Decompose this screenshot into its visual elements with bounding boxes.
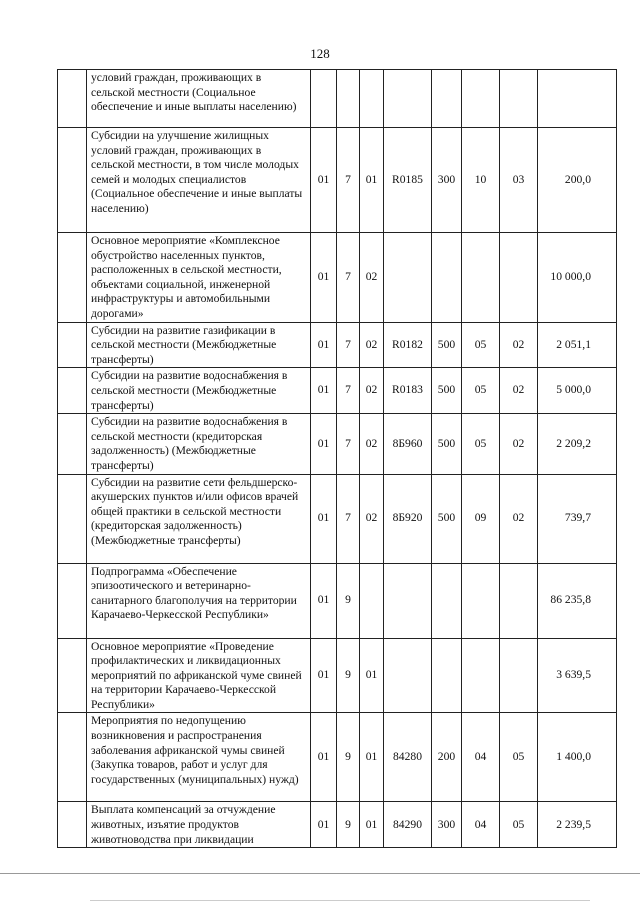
table-row	[58, 414, 617, 474]
amount-cell: 2 239,5	[538, 802, 617, 848]
code-cell-c6: 04	[462, 802, 500, 848]
table-row	[58, 322, 617, 368]
code-cell-c5	[432, 638, 462, 713]
row-index-cell	[58, 713, 87, 802]
code-cell-c3: 01	[360, 638, 384, 713]
code-cell-c4	[384, 70, 432, 128]
code-cell-c7: 05	[500, 802, 538, 848]
code-cell-c4: R0183	[384, 368, 432, 414]
code-cell-c7: 02	[500, 322, 538, 368]
amount-cell: 10 000,0	[538, 233, 617, 323]
amount-cell: 2 209,2	[538, 414, 617, 474]
row-index-cell	[58, 70, 87, 128]
row-name-cell: Подпрограмма «Обеспечение эпизоотического и ветеринарно-санитарного благополучия на территории Карачаево-Черкесской Республики»	[87, 563, 311, 638]
row-name-cell: Основное мероприятие «Проведение профилактических и ликвидационных мероприятий по африканской чуме свиней на территории Карачаево-Черкесской Республики»	[87, 638, 311, 713]
page-number: 128	[310, 46, 330, 61]
amount-cell: 3 639,5	[538, 638, 617, 713]
code-cell-c6: 05	[462, 414, 500, 474]
row-name-cell: Выплата компенсаций за отчуждение животных, изъятие продуктов животноводства при ликвидации	[87, 802, 311, 848]
row-name-cell: Субсидии на развитие водоснабжения в сельской местности (Межбюджетные трансферты)	[87, 368, 311, 414]
row-index-cell	[58, 368, 87, 414]
amount-cell: 86 235,8	[538, 563, 617, 638]
table-row	[58, 474, 617, 563]
code-cell-c7	[500, 233, 538, 323]
code-cell-c1: 01	[311, 128, 337, 233]
code-cell-c2: 7	[337, 368, 360, 414]
code-cell-c5	[432, 233, 462, 323]
code-cell-c6	[462, 563, 500, 638]
scan-edge-mark	[90, 900, 590, 901]
amount-cell: 200,0	[538, 128, 617, 233]
code-cell-c7	[500, 638, 538, 713]
code-cell-c7: 03	[500, 128, 538, 233]
amount-cell: 1 400,0	[538, 713, 617, 802]
row-name-cell: Субсидии на развитие сети фельдшерско-акушерских пунктов и/или офисов врачей общей практики в сельской местности (кредиторская задолженность) (Межбюджетные трансферты)	[87, 474, 311, 563]
code-cell-c7: 05	[500, 713, 538, 802]
code-cell-c5: 500	[432, 474, 462, 563]
row-name-cell: Субсидии на развитие водоснабжения в сельской местности (кредиторская задолженность) (Межбюджетные трансферты)	[87, 414, 311, 474]
code-cell-c3: 02	[360, 474, 384, 563]
code-cell-c6: 04	[462, 713, 500, 802]
row-index-cell	[58, 638, 87, 713]
code-cell-c2: 9	[337, 713, 360, 802]
code-cell-c5: 500	[432, 368, 462, 414]
code-cell-c7	[500, 563, 538, 638]
code-cell-c4	[384, 233, 432, 323]
code-cell-c1: 01	[311, 563, 337, 638]
row-index-cell	[58, 322, 87, 368]
code-cell-c1: 01	[311, 474, 337, 563]
table-row	[58, 563, 617, 638]
row-name-cell: Субсидии на улучшение жилищных условий граждан, проживающих в сельской местности, в том числе молодых семей и молодых специалистов (Социальное обеспечение и иные выплаты населению)	[87, 128, 311, 233]
table-row	[58, 713, 617, 802]
code-cell-c4: R0185	[384, 128, 432, 233]
code-cell-c3	[360, 70, 384, 128]
table-row	[58, 638, 617, 713]
code-cell-c1: 01	[311, 713, 337, 802]
code-cell-c5: 200	[432, 713, 462, 802]
code-cell-c1: 01	[311, 233, 337, 323]
amount-cell: 739,7	[538, 474, 617, 563]
code-cell-c1: 01	[311, 322, 337, 368]
code-cell-c6: 09	[462, 474, 500, 563]
row-index-cell	[58, 563, 87, 638]
row-index-cell	[58, 474, 87, 563]
code-cell-c5	[432, 70, 462, 128]
code-cell-c2: 9	[337, 802, 360, 848]
code-cell-c4: 8Б960	[384, 414, 432, 474]
code-cell-c1	[311, 70, 337, 128]
amount-cell: 2 051,1	[538, 322, 617, 368]
code-cell-c2: 9	[337, 638, 360, 713]
amount-cell	[538, 70, 617, 128]
row-index-cell	[58, 802, 87, 848]
code-cell-c4: 84280	[384, 713, 432, 802]
table-row	[58, 70, 617, 128]
code-cell-c3: 02	[360, 368, 384, 414]
row-name-cell: условий граждан, проживающих в сельской местности (Социальное обеспечение и иные выплаты населению)	[87, 70, 311, 128]
code-cell-c3: 02	[360, 322, 384, 368]
code-cell-c3: 02	[360, 233, 384, 323]
code-cell-c6	[462, 638, 500, 713]
row-index-cell	[58, 233, 87, 323]
code-cell-c6	[462, 233, 500, 323]
budget-table	[57, 69, 617, 848]
code-cell-c3: 01	[360, 128, 384, 233]
table-row	[58, 368, 617, 414]
code-cell-c4: 84290	[384, 802, 432, 848]
code-cell-c2: 7	[337, 414, 360, 474]
table-body	[58, 70, 617, 848]
code-cell-c2: 7	[337, 474, 360, 563]
code-cell-c3: 02	[360, 414, 384, 474]
code-cell-c6: 05	[462, 322, 500, 368]
code-cell-c1: 01	[311, 802, 337, 848]
code-cell-c2	[337, 70, 360, 128]
amount-cell: 5 000,0	[538, 368, 617, 414]
code-cell-c6: 05	[462, 368, 500, 414]
code-cell-c3: 01	[360, 802, 384, 848]
code-cell-c1: 01	[311, 414, 337, 474]
bottom-page-edge	[0, 873, 640, 874]
row-index-cell	[58, 128, 87, 233]
table-row	[58, 802, 617, 848]
code-cell-c4: 8Б920	[384, 474, 432, 563]
row-name-cell: Субсидии на развитие газификации в сельской местности (Межбюджетные трансферты)	[87, 322, 311, 368]
code-cell-c5: 300	[432, 128, 462, 233]
code-cell-c1: 01	[311, 638, 337, 713]
code-cell-c7: 02	[500, 414, 538, 474]
row-name-cell: Основное мероприятие «Комплексное обустройство населенных пунктов, расположенных в сельской местности, объектами социальной, инженерной инфраструктуры и автомобильными дорогами»	[87, 233, 311, 323]
code-cell-c6	[462, 70, 500, 128]
code-cell-c5: 500	[432, 414, 462, 474]
code-cell-c2: 7	[337, 128, 360, 233]
table-row	[58, 128, 617, 233]
code-cell-c3	[360, 563, 384, 638]
code-cell-c2: 7	[337, 233, 360, 323]
code-cell-c2: 9	[337, 563, 360, 638]
code-cell-c3: 01	[360, 713, 384, 802]
code-cell-c4: R0182	[384, 322, 432, 368]
code-cell-c4	[384, 563, 432, 638]
row-name-cell: Мероприятия по недопущению возникновения и распространения заболевания африканской чумы свиней (Закупка товаров, работ и услуг для государственных (муниципальных) нужд)	[87, 713, 311, 802]
code-cell-c7: 02	[500, 474, 538, 563]
table-row	[58, 233, 617, 323]
code-cell-c1: 01	[311, 368, 337, 414]
code-cell-c7: 02	[500, 368, 538, 414]
row-index-cell	[58, 414, 87, 474]
code-cell-c2: 7	[337, 322, 360, 368]
code-cell-c5	[432, 563, 462, 638]
code-cell-c7	[500, 70, 538, 128]
code-cell-c4	[384, 638, 432, 713]
code-cell-c5: 500	[432, 322, 462, 368]
code-cell-c5: 300	[432, 802, 462, 848]
code-cell-c6: 10	[462, 128, 500, 233]
